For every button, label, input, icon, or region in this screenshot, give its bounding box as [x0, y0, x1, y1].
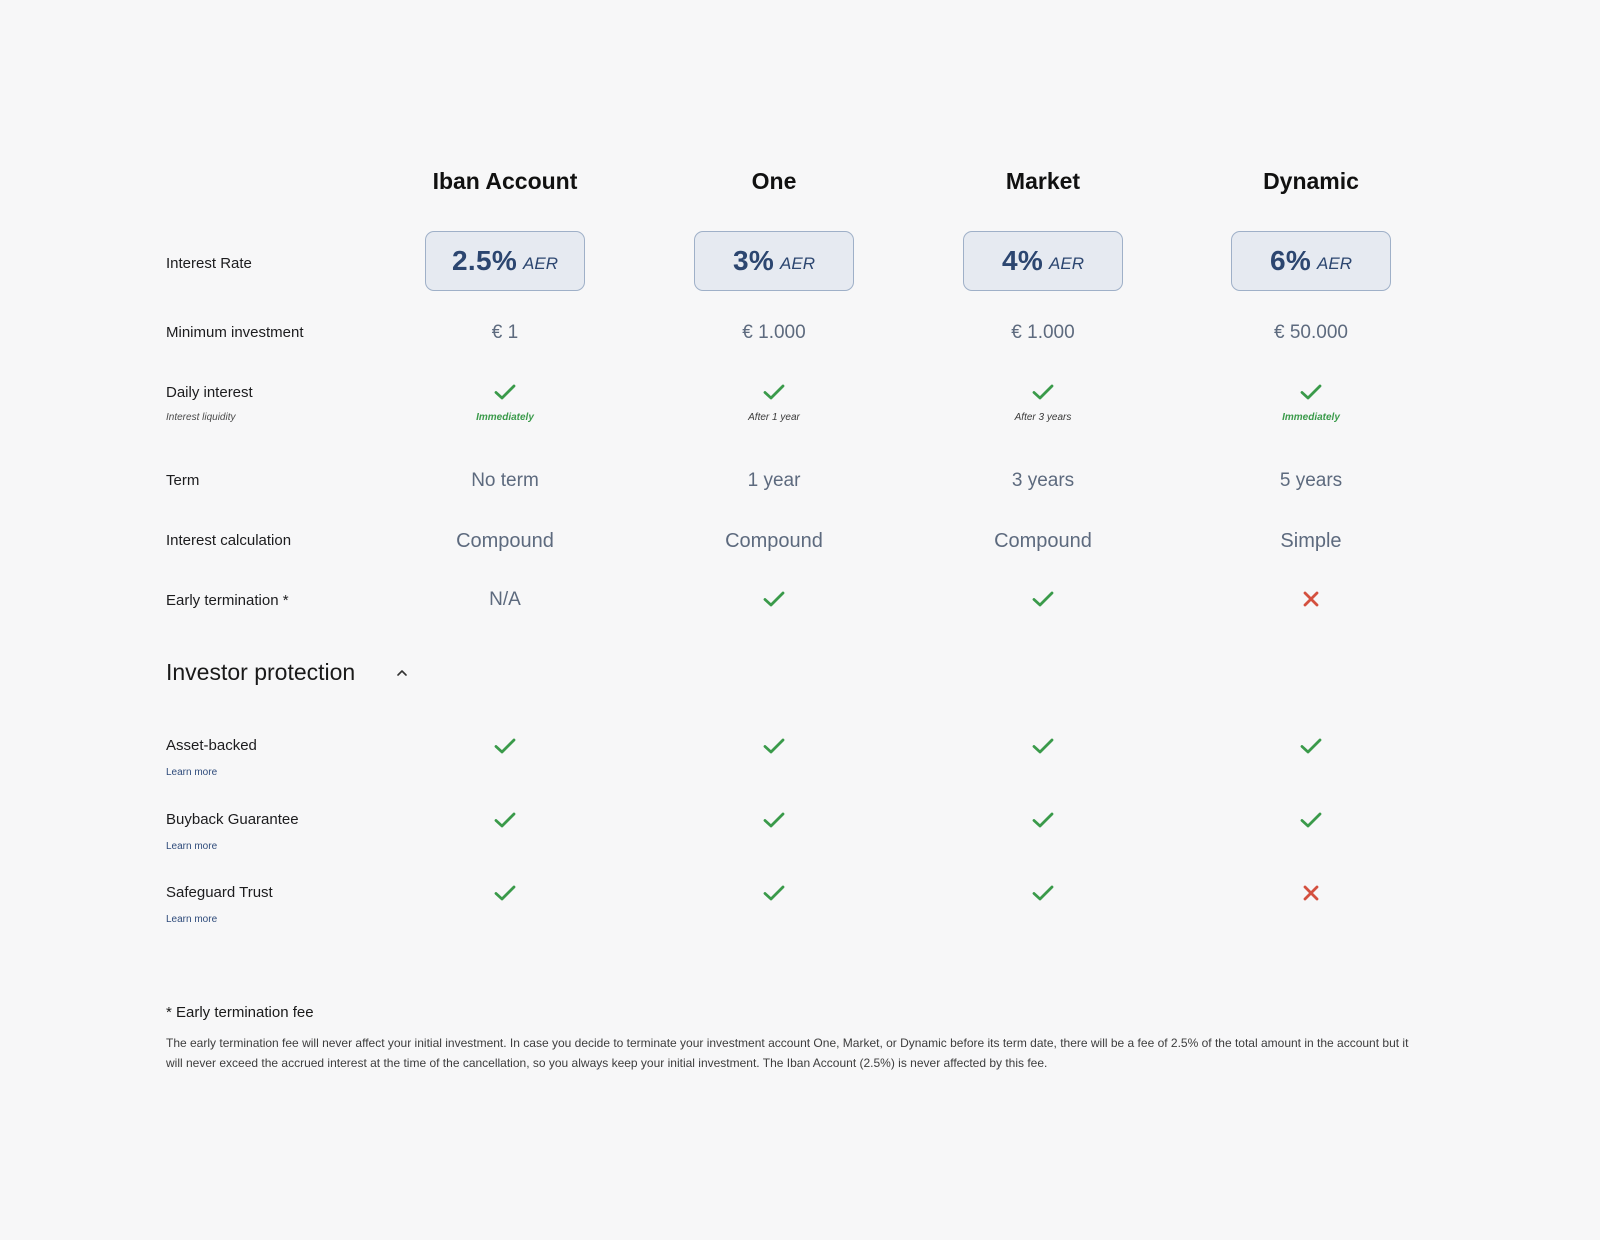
column-title-dynamic: Dynamic	[1263, 168, 1359, 194]
rate-box-dynamic	[1231, 231, 1391, 291]
cross-icon	[1299, 881, 1323, 905]
learn-more-link[interactable]: Learn more	[166, 841, 218, 852]
term-label: Term	[166, 472, 200, 489]
check-icon	[1299, 380, 1323, 404]
asset-backed-label: Asset-backed	[166, 737, 257, 754]
calculation-market: Compound	[994, 530, 1092, 552]
calculation-iban: Compound	[456, 530, 554, 552]
interest-rate-label: Interest Rate	[166, 255, 252, 272]
safeguard-label: Safeguard Trust	[166, 884, 273, 901]
learn-more-link[interactable]: Learn more	[166, 914, 218, 925]
min-investment-label: Minimum investment	[166, 324, 304, 341]
rate-value: 2.5%	[452, 245, 518, 276]
column-title-market: Market	[1005, 168, 1081, 194]
calculation-dynamic: Simple	[1280, 530, 1342, 552]
check-icon	[1031, 587, 1055, 611]
check-icon	[762, 734, 786, 758]
footnote-text: The early termination fee will never affect your initial investment. In case you decide to terminate your investment account One, Market, or Dynamic before its term date, there will be a fee of 2.5% of the total amount in the account but it will never exceed the accrued interest at the time of the cancellation, so you always keep your initial investment. The Iban Account (2.5%) is never affected by this fee.	[166, 1036, 1409, 1070]
rate-box-one	[694, 231, 854, 291]
check-icon	[1031, 881, 1055, 905]
term-one: 1 year	[747, 470, 801, 491]
rate-unit: AER	[523, 254, 558, 273]
daily-interest-label: Daily interest	[166, 384, 253, 401]
check-icon	[1031, 734, 1055, 758]
chevron-up-icon[interactable]	[394, 665, 410, 681]
check-icon	[762, 587, 786, 611]
check-icon	[762, 808, 786, 832]
term-dynamic: 5 years	[1279, 470, 1343, 491]
rate-value: 3%	[732, 245, 775, 276]
check-icon	[762, 380, 786, 404]
rate-unit: AER	[1049, 254, 1085, 273]
liquidity-one: After 1 year	[748, 412, 800, 423]
early-termination-label: Early termination *	[166, 592, 289, 609]
interest-liquidity-label: Interest liquidity	[166, 412, 236, 423]
min-investment-one: € 1.000	[742, 322, 806, 343]
min-investment-dynamic: € 50.000	[1274, 322, 1348, 343]
rate-box-iban	[425, 231, 585, 291]
investor-protection-title: Investor protection	[166, 659, 356, 685]
check-icon	[493, 380, 517, 404]
interest-calculation-label: Interest calculation	[166, 532, 292, 549]
column-title-iban: Iban Account	[432, 168, 578, 194]
learn-more-link[interactable]: Learn more	[166, 767, 218, 778]
rate-value: 6%	[1269, 245, 1312, 276]
rate-value: 4%	[1001, 245, 1044, 276]
rate-box-market	[963, 231, 1123, 291]
liquidity-dynamic: Immediately	[1282, 412, 1340, 423]
term-market: 3 years	[1011, 470, 1075, 491]
check-icon	[1299, 808, 1323, 832]
buyback-label: Buyback Guarantee	[166, 811, 299, 828]
liquidity-iban: Immediately	[476, 412, 534, 423]
early-termination-iban: N/A	[489, 589, 521, 610]
check-icon	[1031, 808, 1055, 832]
footnote-title: * Early termination fee	[166, 1004, 314, 1021]
column-title-one: One	[751, 168, 797, 194]
cross-icon	[1299, 587, 1323, 611]
rate-unit: AER	[780, 254, 816, 273]
min-investment-market: € 1.000	[1011, 322, 1075, 343]
check-icon	[493, 881, 517, 905]
check-icon	[1031, 380, 1055, 404]
check-icon	[493, 808, 517, 832]
calculation-one: Compound	[725, 530, 823, 552]
check-icon	[1299, 734, 1323, 758]
term-iban: No term	[471, 470, 539, 491]
rate-unit: AER	[1317, 254, 1353, 273]
check-icon	[762, 881, 786, 905]
check-icon	[493, 734, 517, 758]
min-investment-iban: € 1	[491, 322, 519, 343]
liquidity-market: After 3 years	[1014, 412, 1072, 423]
